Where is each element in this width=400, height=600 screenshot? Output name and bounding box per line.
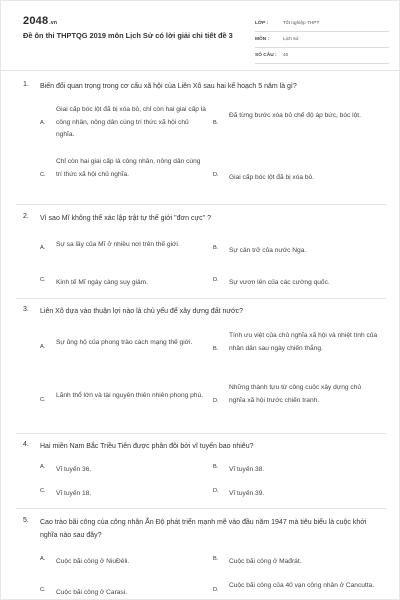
question-number: 2. <box>23 213 29 220</box>
option-letter: A. <box>40 344 46 350</box>
meta-label: SỐ CÂU : <box>255 53 277 58</box>
option-text: Đã từng bước xóa bỏ chế độ áp bức, bóc lột. <box>229 112 361 119</box>
question-text: Biến đổi quan trọng trong cơ cấu xã hội của Liên Xô sau hai kế hoạch 5 năm là gì? <box>40 83 297 90</box>
option-letter: C. <box>40 172 46 178</box>
question-number: 3. <box>23 306 29 313</box>
meta-label: LỚP : <box>255 21 269 26</box>
option-letter: C. <box>40 587 46 593</box>
option-letter: A. <box>40 245 46 251</box>
question-text: Vì sao Mĩ không thể xác lập trật tự thế giới "đơn cực" ? <box>40 215 211 222</box>
option-text: Sự cản trở của nước Nga. <box>229 247 307 254</box>
option-text: Sự ủng hộ của phong trào cách mạng thế giới. <box>56 339 193 346</box>
option-letter: C. <box>40 488 46 494</box>
exam-meta <box>255 16 389 64</box>
question-divider <box>16 433 386 434</box>
question-text: Liên Xô dựa vào thuận lợi nào là chủ yếu để xây dựng đất nước? <box>40 308 244 315</box>
meta-label: MÔN : <box>255 37 270 42</box>
option-text: Vĩ tuyến 39. <box>229 490 265 497</box>
option-text: Vĩ tuyến 38. <box>229 466 265 473</box>
option-letter: C. <box>40 397 46 403</box>
option-text: Cuộc bãi công của 40 vạn công nhân ở Cancutta. <box>229 582 375 589</box>
option-text: Lãnh thổ lớn và tài nguyên thiên nhiên phong phú. <box>56 392 203 399</box>
option-text: Chỉ còn hai giai cấp là công nhân, nông dân cùng trí thức xã hội chủ nghĩa. <box>56 158 201 178</box>
option-text: Sự vươn lên của các cường quốc. <box>229 279 330 286</box>
option-text: Cuộc bãi công ở NiuĐêli. <box>56 558 130 565</box>
option-letter: D. <box>213 398 219 404</box>
option-letter: B. <box>213 556 219 562</box>
question-divider <box>16 204 386 205</box>
option-text: Vĩ tuyến 36. <box>56 466 92 473</box>
logo-suffix: .vn <box>49 20 58 26</box>
meta-value: Tốt nghiệp THPT <box>283 21 320 26</box>
option-letter: D. <box>213 587 219 593</box>
option-text: Sự sa lầy của Mĩ ở nhiều nơi trên thế giới. <box>56 241 180 248</box>
option-text: Cuộc bãi công ở Mađrát. <box>229 558 302 565</box>
site-logo[interactable] <box>23 15 57 27</box>
option-letter: A. <box>40 120 46 126</box>
option-letter: B. <box>213 464 219 470</box>
option-letter: D. <box>213 488 219 494</box>
option-text: Những thành tựu từ công cuộc xây dựng chủ nghĩa xã hội trước chiến tranh. <box>229 384 362 404</box>
option-text: Kinh tế Mĩ ngày càng suy giảm. <box>56 279 148 286</box>
page-title: Đề ôn thi THPTQG 2019 môn Lịch Sử có lời giải chi tiết đề 3 <box>23 31 233 40</box>
option-letter: C. <box>40 277 46 283</box>
option-text: Tính ưu việt của chủ nghĩa xã hội và nhiệt tình của nhân dân sau ngày chiến thắng. <box>229 332 378 352</box>
meta-value: 40 <box>283 53 289 58</box>
question-divider <box>16 508 386 509</box>
option-letter: D. <box>213 172 219 178</box>
logo-text: 2048 <box>23 15 49 27</box>
question-number: 5. <box>23 517 29 524</box>
option-letter: B. <box>213 120 219 126</box>
meta-row-subject <box>255 32 389 48</box>
question-number: 1. <box>23 81 29 88</box>
question-text: Cao trào bãi công của công nhân Ấn Độ phát triển mạnh mẽ vào đầu năm 1947 mà tiêu biểu là cuộc khởi nghĩa nào sau đây? <box>40 519 367 539</box>
option-letter: B. <box>213 245 219 251</box>
option-letter: D. <box>213 277 219 283</box>
meta-value: Lịch sử <box>283 37 299 42</box>
question-number: 4. <box>23 441 29 448</box>
option-text: Giai cấp bóc lột đã bị xóa bỏ. <box>229 174 315 181</box>
option-text: Giai cấp bóc lột đã bị xóa bỏ, chỉ còn hai giai cấp là công nhân, nông dân cùng trí thức xã hội chủ nghĩa. <box>56 106 206 138</box>
exam-header <box>1 1 400 71</box>
option-letter: B. <box>213 346 219 352</box>
question-text: Hai miền Nam Bắc Triều Tiên được phân đôi bởi vĩ tuyến bao nhiêu? <box>40 443 254 450</box>
option-text: Vĩ tuyến 18. <box>56 490 92 497</box>
meta-row-question-count <box>255 48 389 64</box>
question-divider <box>16 298 386 299</box>
option-letter: A. <box>40 556 46 562</box>
meta-row-class <box>255 16 389 32</box>
option-text: Cuộc bãi công ở Carasi. <box>56 589 128 596</box>
option-letter: A. <box>40 464 46 470</box>
